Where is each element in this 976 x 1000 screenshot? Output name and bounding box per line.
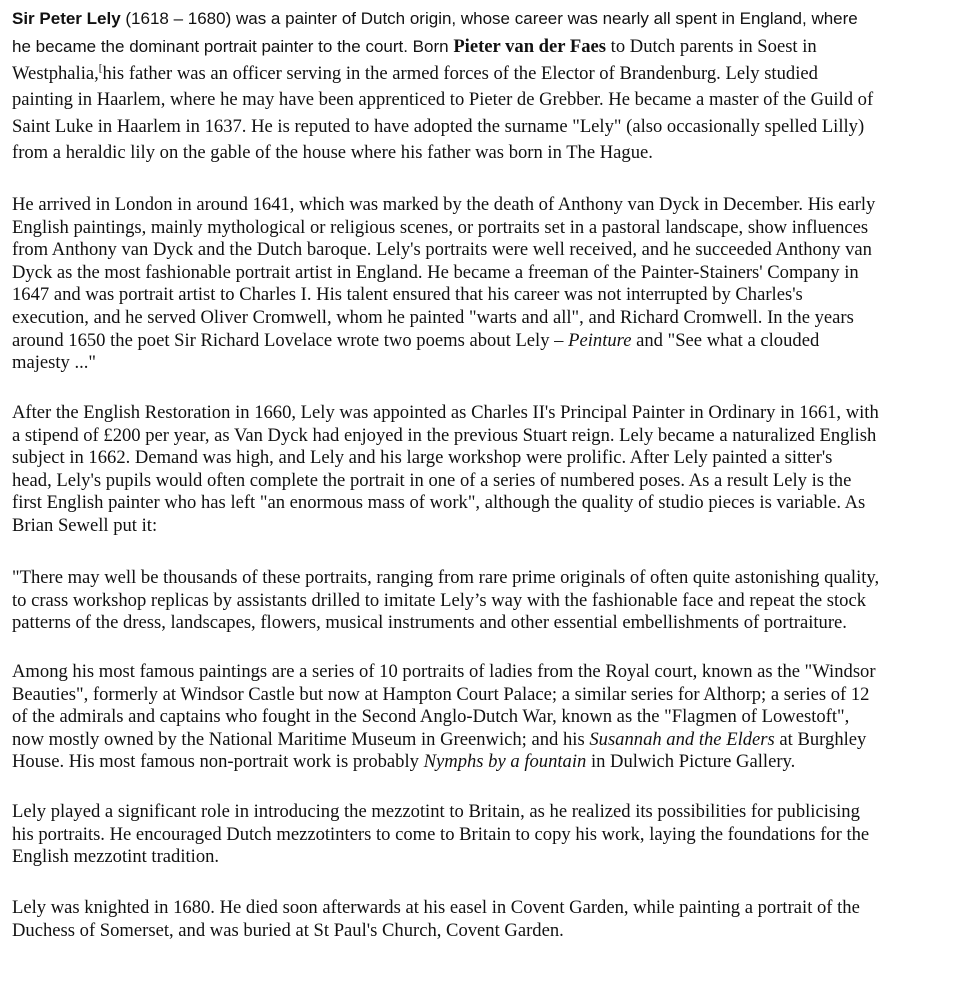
london-line: from Anthony van Dyck and the Dutch baroque. Lely's portraits were well received, and he succeeded Anthony van [12, 239, 872, 261]
death-line: Lely was knighted in 1680. He died soon afterwards at his easel in Covent Garden, while painting a portrait of the [12, 897, 860, 918]
poem-title: Peinture [568, 329, 632, 351]
paragraph-london [12, 194, 875, 375]
restoration-line: Brian Sewell put it: [12, 514, 158, 536]
paragraph-famous-works [12, 661, 876, 774]
intro-line-5: Saint Luke in Haarlem in 1637. He is reputed to have adopted the surname "Lely" (also occasionally spelled Lilly) [12, 115, 865, 137]
paragraph-restoration [12, 402, 879, 538]
restoration-line: After the English Restoration in 1660, Lely was appointed as Charles II's Principal Painter in Ordinary in 1661, with [12, 402, 879, 423]
mezzotint-line: Lely played a significant role in introducing the mezzotint to Britain, as he realized its possibilities for publicising [12, 801, 860, 822]
london-line: majesty ..." [12, 352, 97, 374]
london-line: 1647 and was portrait artist to Charles I. His talent ensured that his career was not interrupted by Charles's [12, 284, 803, 306]
works-line: Among his most famous paintings are a series of 10 portraits of ladies from the Royal court, known as the "Windsor [12, 661, 876, 682]
london-line: English paintings, mainly mythological or religious scenes, or portraits set in a pastoral landscape, show influences [12, 216, 869, 238]
paragraph-death [12, 897, 860, 942]
quote-line: "There may well be thousands of these portraits, ranging from rare prime originals of often quite astonishing quality, [12, 567, 880, 588]
works-line: House. His most famous non-portrait work is probably Nymphs by a fountain in Dulwich Picture Gallery. [12, 751, 796, 773]
mezzotint-line: English mezzotint tradition. [12, 846, 220, 868]
quote-line: to crass workshop replicas by assistants drilled to imitate Lely’s way with the fashionable face and repeat the stock [12, 589, 867, 611]
paragraph-intro [12, 4, 873, 167]
intro-line-4: painting in Haarlem, where he may have been apprenticed to Pieter de Grebber. He became a master of the Guild of [12, 89, 874, 110]
paragraph-quote [12, 567, 879, 635]
london-line: execution, and he served Oliver Cromwell, whom he painted "warts and all", and Richard Cromwell. In the years [12, 306, 854, 328]
restoration-line: first English painter who has left "an enormous mass of work", although the quality of studio pieces is variable. As [12, 492, 866, 514]
works-line: now mostly owned by the National Maritime Museum in Greenwich; and his Susannah and the Elders at Burghley [12, 728, 867, 750]
paragraph-mezzotint [12, 801, 869, 869]
restoration-line: a stipend of £200 per year, as Van Dyck had enjoyed in the previous Stuart reign. Lely became a naturalized English [12, 424, 877, 446]
birth-name: Pieter van der Faes [453, 36, 606, 57]
mezzotint-line: his portraits. He encouraged Dutch mezzotinters to come to Britain to copy his work, laying the foundations for the [12, 823, 870, 845]
intro-line-6: from a heraldic lily on the gable of the house where his father was born in The Hague. [12, 142, 653, 163]
restoration-line: subject in 1662. Demand was high, and Lely and his large workshop were prolific. After Lely painted a sitter's [12, 447, 833, 469]
london-line: Dyck as the most fashionable portrait artist in England. He became a freeman of the Painter-Stainers' Company in [12, 261, 859, 283]
painting-title: Nymphs by a fountain [423, 751, 587, 773]
works-line: Beauties", formerly at Windsor Castle but now at Hampton Court Palace; a similar series for Althorp; a series of 12 [12, 683, 870, 705]
restoration-line: head, Lely's pupils would often complete the portrait in one of a series of numbered poses. As a result Lely is the [12, 469, 852, 491]
london-line: around 1650 the poet Sir Richard Lovelace wrote two poems about Lely – Peinture and "See what a clouded [12, 329, 820, 351]
citation-marker[interactable]: [ [98, 61, 103, 74]
works-line: of the admirals and captains who fought in the Second Anglo-Dutch War, known as the "Flagmen of Lowestoft", [12, 706, 850, 728]
intro-line-1: Sir Peter Lely (1618 – 1680) was a painter of Dutch origin, whose career was nearly all spent in England, where [12, 9, 858, 28]
quote-line: patterns of the dress, landscapes, flowers, musical instruments and other essential embellishments of portraiture. [12, 612, 847, 634]
subject-name: Sir Peter Lely [12, 9, 121, 28]
painting-title: Susannah and the Elders [589, 728, 775, 750]
intro-line-2: he became the dominant portrait painter to the court. Born Pieter van der Faes to Dutch parents in Soest in [12, 36, 817, 57]
death-line: Duchess of Somerset, and was buried at St Paul's Church, Covent Garden. [12, 919, 564, 941]
intro-line-3: Westphalia,[his father was an officer serving in the armed forces of the Elector of Brandenburg. Lely studied [12, 61, 818, 84]
london-line: He arrived in London in around 1641, which was marked by the death of Anthony van Dyck in December. His early [12, 194, 876, 215]
